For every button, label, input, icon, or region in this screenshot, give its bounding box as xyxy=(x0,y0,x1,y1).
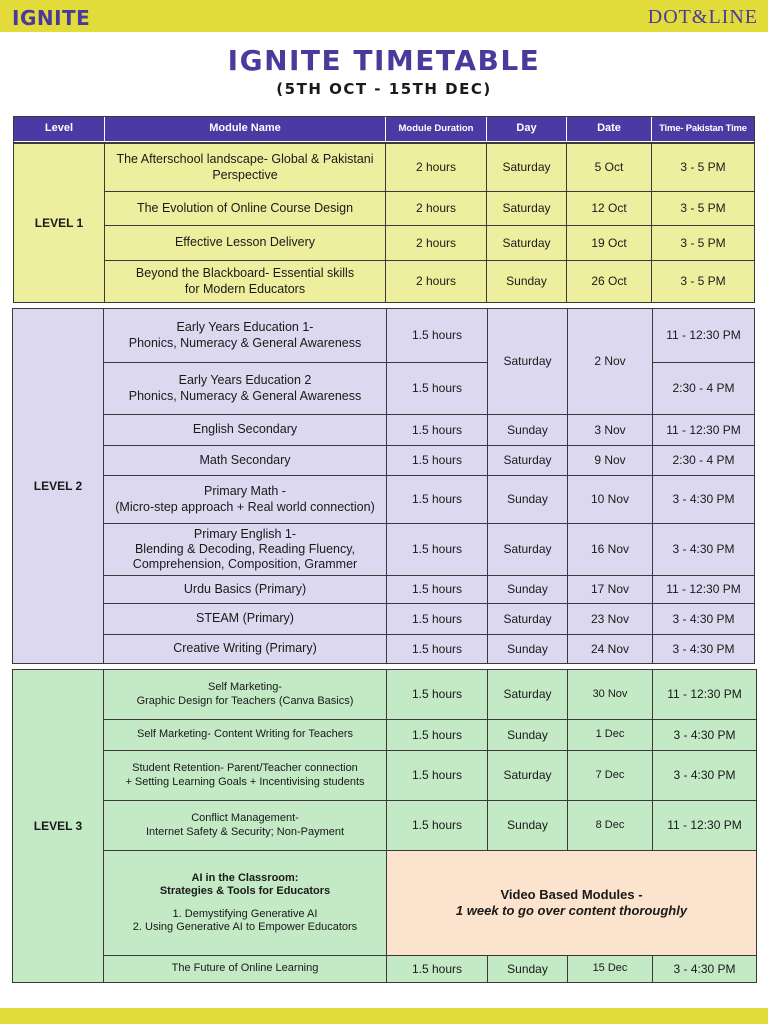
table-cell-date: 8 Dec xyxy=(568,801,653,851)
table-cell-module: Conflict Management- Internet Safety & Security; Non-Payment xyxy=(104,801,387,851)
table-cell-module: Effective Lesson Delivery xyxy=(105,226,386,261)
table-cell-module: Self Marketing- Graphic Design for Teachers (Canva Basics) xyxy=(104,670,387,720)
table-cell-date: 23 Nov xyxy=(568,604,653,635)
table-cell-module: STEAM (Primary) xyxy=(104,604,387,635)
table-cell-module: Self Marketing- Content Writing for Teachers xyxy=(104,720,387,751)
table-cell-time: 3 - 5 PM xyxy=(652,144,754,192)
table-cell-date: 15 Dec xyxy=(568,956,653,982)
page-subtitle: (5TH OCT - 15TH DEC) xyxy=(276,80,492,98)
page-title: IGNITE TIMETABLE xyxy=(227,44,541,77)
table-cell-time: 3 - 4:30 PM xyxy=(653,524,754,576)
level-3-label: LEVEL 3 xyxy=(13,670,104,982)
table-cell-module: English Secondary xyxy=(104,415,387,446)
table-cell-date: 7 Dec xyxy=(568,751,653,801)
table-cell-time: 11 - 12:30 PM xyxy=(653,415,754,446)
table-cell-module: Math Secondary xyxy=(104,446,387,476)
table-cell-module: The Afterschool landscape- Global & Pakistani Perspective xyxy=(105,144,386,192)
table-cell-time: 3 - 5 PM xyxy=(652,226,754,261)
table-cell-module: The Future of Online Learning xyxy=(104,956,387,982)
table-cell-day: Saturday xyxy=(487,226,567,261)
ai-module-points: 1. Demystifying Generative AI 2. Using Generative AI to Empower Educators xyxy=(132,907,358,933)
table-cell-duration: 1.5 hours xyxy=(387,720,488,751)
table-cell-date: 17 Nov xyxy=(568,576,653,604)
table-cell-date: 2 Nov xyxy=(568,309,653,415)
table-cell-module: Primary English 1- Blending & Decoding, Reading Fluency, Comprehension, Composition, Grammer xyxy=(104,524,387,576)
table-cell-duration: 2 hours xyxy=(386,261,487,302)
table-cell-time: 3 - 4:30 PM xyxy=(672,641,735,656)
ai-module-title: AI in the Classroom: Strategies & Tools for Educators xyxy=(159,871,331,898)
table-cell-module: Primary Math - (Micro-step approach + Real world connection) xyxy=(104,476,387,524)
table-cell-date: 26 Oct xyxy=(567,261,652,302)
table-cell-module: Beyond the Blackboard- Essential skills for Modern Educators xyxy=(105,261,386,302)
header-day: Day xyxy=(487,117,567,142)
table-header xyxy=(13,116,755,143)
table-cell-module: Early Years Education 2 Phonics, Numeracy & General Awareness xyxy=(104,363,387,415)
table-cell-date: 16 Nov xyxy=(568,524,653,576)
table-cell-day: Saturday xyxy=(488,670,568,720)
table-cell-day: Sunday xyxy=(488,801,568,851)
table-cell-time: 11 - 12:30 PM xyxy=(653,576,754,604)
table-cell-duration: 1.5 hours xyxy=(387,801,488,851)
video-modules-title: Video Based Modules - xyxy=(500,887,643,903)
header-date: Date xyxy=(567,117,652,142)
table-cell-time: 11 - 12:30 PM xyxy=(653,309,754,363)
table-cell-time: 3 - 4:30 PM xyxy=(653,751,756,801)
table-cell-time: 3 - 4:30 PM xyxy=(673,961,736,976)
header-level: Level xyxy=(14,117,105,142)
table-cell-time: 3 - 4:30 PM xyxy=(653,720,756,751)
table-cell-day: Sunday xyxy=(488,476,568,524)
table-cell-day: Saturday xyxy=(488,751,568,801)
ai-in-classroom-module xyxy=(104,851,387,956)
table-cell-duration: 2 hours xyxy=(386,226,487,261)
table-cell-date: 12 Oct xyxy=(567,192,652,226)
table-cell-day: Sunday xyxy=(488,576,568,604)
video-based-modules-note xyxy=(387,851,756,956)
table-cell-duration: 1.5 hours xyxy=(387,524,488,576)
table-cell-time: 3 - 5 PM xyxy=(680,274,726,289)
table-cell-date: 10 Nov xyxy=(568,476,653,524)
table-cell-module: The Evolution of Online Course Design xyxy=(105,192,386,226)
table-cell-day: Saturday xyxy=(487,192,567,226)
table-cell-duration: 1.5 hours xyxy=(387,309,488,363)
bottom-banner xyxy=(0,1008,768,1024)
table-cell-day: Sunday xyxy=(488,956,568,982)
table-cell-duration: 1.5 hours xyxy=(387,476,488,524)
table-cell-date: 30 Nov xyxy=(568,670,653,720)
table-cell-date: 3 Nov xyxy=(568,415,653,446)
header-module-duration: Module Duration xyxy=(386,117,487,142)
table-cell-day: Sunday xyxy=(488,720,568,751)
table-cell-day: Sunday xyxy=(488,415,568,446)
header-module-name: Module Name xyxy=(105,117,386,142)
table-cell-day: Saturday xyxy=(488,309,568,415)
table-cell-duration: 1.5 hours xyxy=(387,415,488,446)
video-modules-subtitle: 1 week to go over content thoroughly xyxy=(455,903,688,918)
table-cell-duration: 1.5 hours xyxy=(387,751,488,801)
table-cell-duration: 1.5 hours xyxy=(387,604,488,635)
table-cell-day: Saturday xyxy=(488,604,568,635)
table-cell-time: 3 - 5 PM xyxy=(652,192,754,226)
table-cell-date: 24 Nov xyxy=(568,635,653,663)
table-cell-day: Saturday xyxy=(488,446,568,476)
table-cell-duration: 1.5 hours xyxy=(387,576,488,604)
table-cell-date: 9 Nov xyxy=(568,446,653,476)
table-cell-duration: 1.5 hours xyxy=(387,446,488,476)
table-cell-duration: 1.5 hours xyxy=(387,363,488,415)
table-cell-duration: 2 hours xyxy=(386,192,487,226)
table-cell-time: 11 - 12:30 PM xyxy=(653,801,756,851)
dot-and-line-logo: DOT&LINE xyxy=(647,6,758,28)
table-cell-module: Student Retention- Parent/Teacher connection + Setting Learning Goals + Incentivising students xyxy=(104,751,387,801)
table-cell-duration: 2 hours xyxy=(386,144,487,192)
level-1-section xyxy=(13,143,755,303)
table-cell-duration: 1.5 hours xyxy=(387,635,488,663)
level-2-section xyxy=(12,308,755,664)
table-cell-date: 1 Dec xyxy=(568,720,653,751)
table-cell-day: Saturday xyxy=(487,144,567,192)
table-cell-module: Early Years Education 1- Phonics, Numeracy & General Awareness xyxy=(104,309,387,363)
table-cell-module: Creative Writing (Primary) xyxy=(104,635,387,663)
table-cell-time: 3 - 4:30 PM xyxy=(653,604,754,635)
level-3-section xyxy=(12,669,757,983)
table-cell-day: Saturday xyxy=(488,524,568,576)
table-cell-duration: 1.5 hours xyxy=(387,670,488,720)
level-1-label: LEVEL 1 xyxy=(14,144,105,302)
level-2-label: LEVEL 2 xyxy=(13,309,104,663)
table-cell-duration: 1.5 hours xyxy=(387,956,488,982)
table-cell-module: Urdu Basics (Primary) xyxy=(104,576,387,604)
table-cell-day: Sunday xyxy=(488,635,568,663)
header-time: Time- Pakistan Time xyxy=(652,117,754,142)
table-cell-time: 3 - 4:30 PM xyxy=(653,476,754,524)
table-cell-day: Sunday xyxy=(487,261,567,302)
top-banner xyxy=(0,0,768,32)
table-cell-date: 19 Oct xyxy=(567,226,652,261)
ignite-logo: IGNITE xyxy=(12,6,91,30)
table-cell-date: 5 Oct xyxy=(567,144,652,192)
table-cell-time: 11 - 12:30 PM xyxy=(653,670,756,720)
table-cell-time: 2:30 - 4 PM xyxy=(653,363,754,415)
table-cell-time: 2:30 - 4 PM xyxy=(653,446,754,476)
